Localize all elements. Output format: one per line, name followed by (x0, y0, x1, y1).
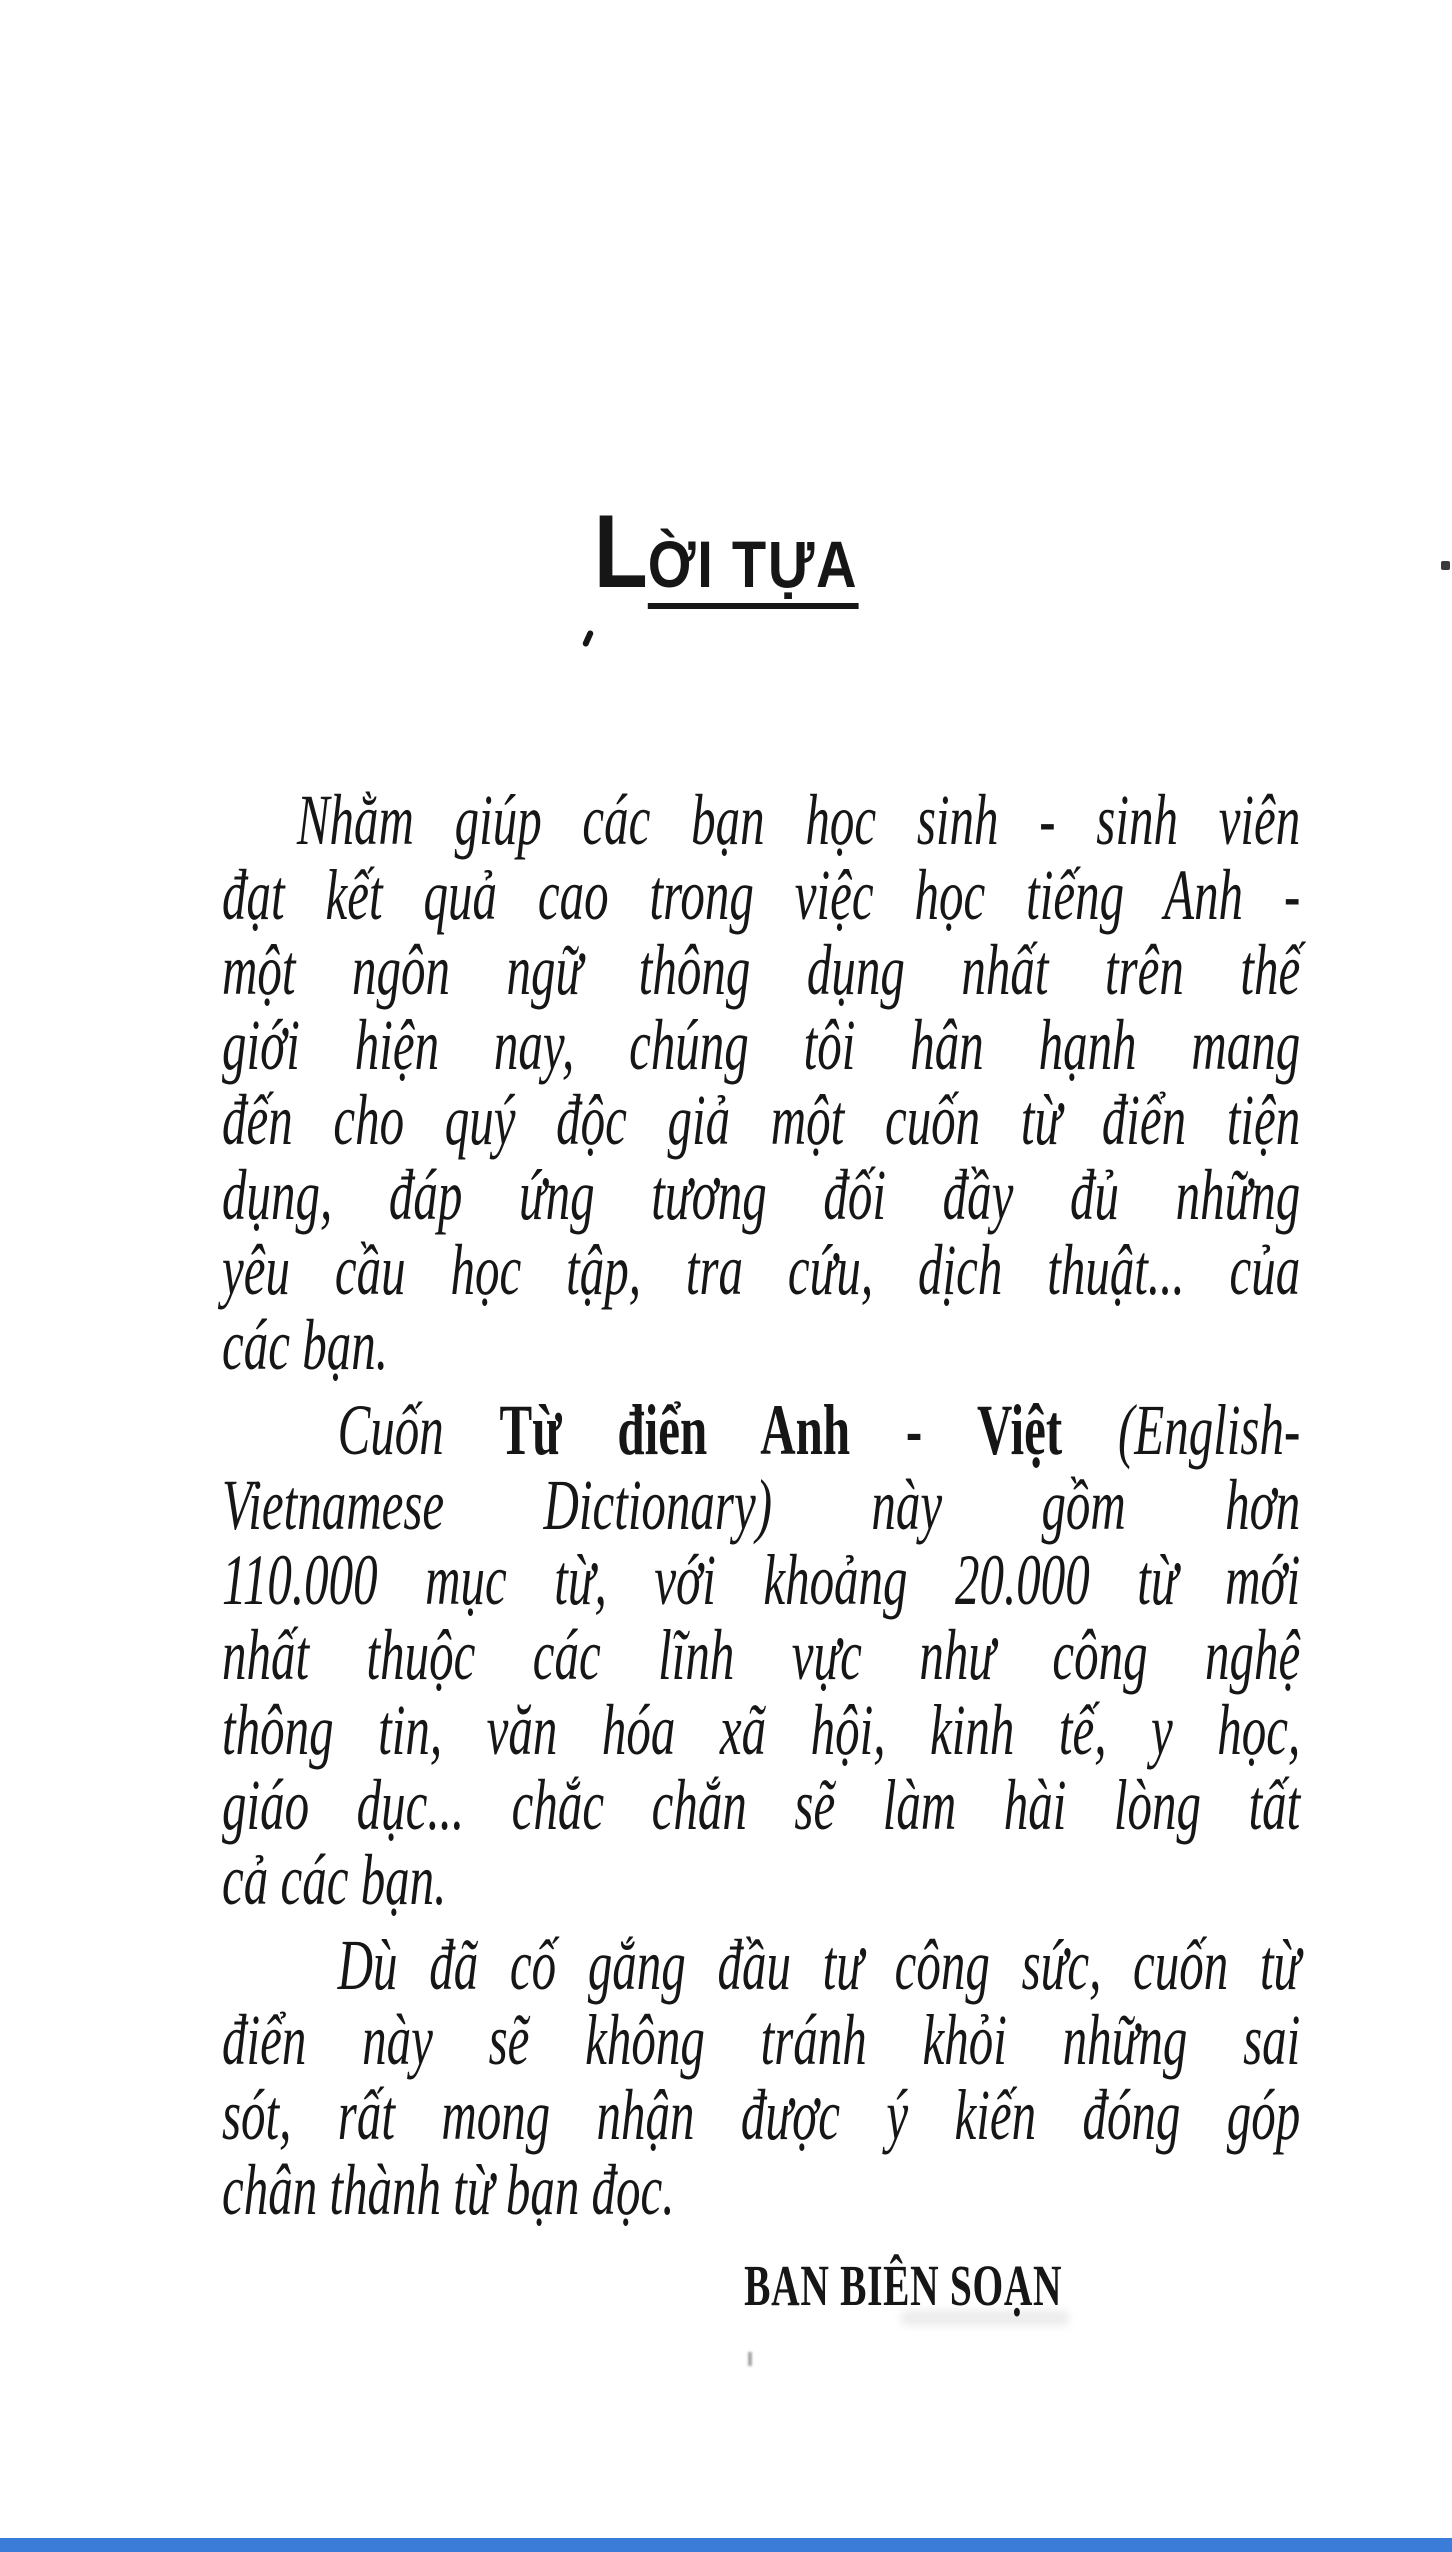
text-segment: các bạn. (222, 1305, 388, 1385)
scan-speck (582, 630, 594, 648)
text-line (222, 1765, 1301, 1845)
text-segment: Cuốn (337, 1390, 500, 1470)
bottom-edge-bar (0, 2538, 1452, 2552)
text-line (222, 1690, 1301, 1770)
text-segment: Vietnamese Dictionary) này gồm hơn (222, 1465, 1301, 1545)
text-line (222, 1005, 1301, 1085)
paragraph (222, 1390, 1301, 1920)
text-line (222, 1540, 1301, 1620)
text-line (222, 1465, 1301, 1545)
text-line (222, 1305, 1300, 1385)
text-segment: giới hiện nay, chúng tôi hân hạnh mang (222, 1005, 1301, 1085)
text-segment: nhất thuộc các lĩnh vực như công nghệ (222, 1615, 1301, 1695)
text-line (222, 1390, 1301, 1470)
text-segment: Nhằm giúp các bạn học sinh - sinh viên (296, 780, 1301, 860)
text-segment: đến cho quý độc giả một cuốn từ điển tiện (222, 1080, 1301, 1160)
text-line (222, 2150, 1300, 2230)
title-dropcap: L (593, 494, 648, 610)
page-title (109, 494, 1343, 610)
text-segment: cả các bạn. (222, 1840, 447, 1920)
text-line (222, 2000, 1301, 2080)
text-segment: đạt kết quả cao trong việc học tiếng Anh - (222, 855, 1301, 935)
emphasis-text: Từ điển Anh - Việt (499, 1390, 1063, 1470)
text-line (222, 1615, 1301, 1695)
signature: BAN BIÊN SOẠN (744, 2253, 1063, 2318)
scan-speck (1441, 561, 1450, 570)
text-line (222, 1155, 1301, 1235)
paragraph (222, 1925, 1301, 2230)
text-segment: yêu cầu học tập, tra cứu, dịch thuật... của (222, 1230, 1301, 1310)
text-line (222, 1080, 1301, 1160)
text-segment: chân thành từ bạn đọc. (222, 2150, 675, 2230)
text-line (222, 1840, 1300, 1920)
text-line (222, 1230, 1301, 1310)
text-segment: thông tin, văn hóa xã hội, kinh tế, y học, (222, 1690, 1301, 1770)
body-text (222, 780, 1301, 2319)
text-line (222, 1925, 1301, 2005)
text-segment: dụng, đáp ứng tương đối đầy đủ những (222, 1155, 1301, 1235)
text-line (222, 855, 1301, 935)
text-segment: Dù đã cố gắng đầu tư công sức, cuốn từ (337, 1925, 1301, 2005)
text-line (222, 780, 1301, 860)
paragraph (222, 780, 1301, 1385)
body-text-block (222, 780, 1301, 2319)
text-line (222, 2075, 1301, 2155)
scan-smudge (748, 2352, 752, 2366)
title-text: ỜI TỰA (648, 527, 859, 609)
text-segment: (English- (1062, 1390, 1301, 1470)
text-segment: giáo dục... chắc chắn sẽ làm hài lòng tất (222, 1765, 1301, 1845)
text-segment: 110.000 mục từ, với khoảng 20.000 từ mới (222, 1540, 1301, 1620)
scan-smudge (900, 2310, 1070, 2326)
text-line (222, 930, 1301, 1010)
text-segment: sót, rất mong nhận được ý kiến đóng góp (222, 2075, 1301, 2155)
text-segment: điển này sẽ không tránh khỏi những sai (222, 2000, 1301, 2080)
text-segment: một ngôn ngữ thông dụng nhất trên thế (222, 930, 1301, 1010)
